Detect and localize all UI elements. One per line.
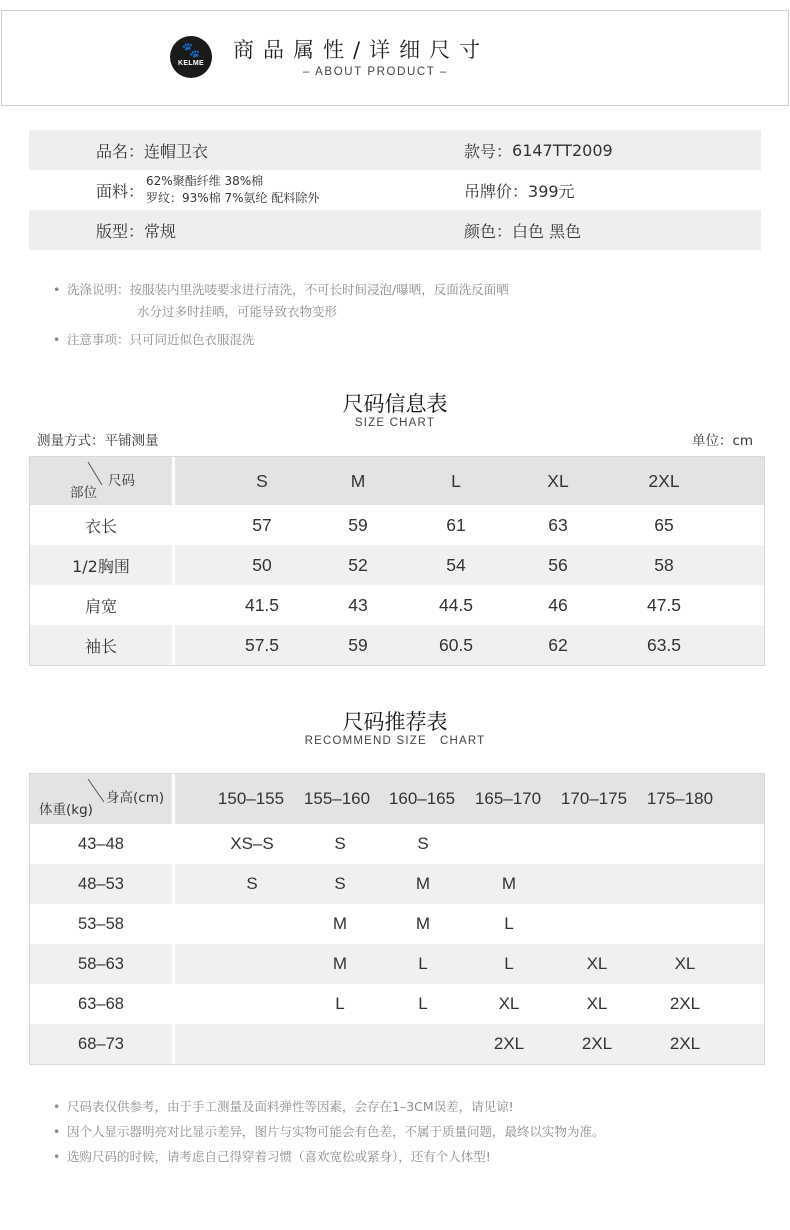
care-warning (53, 329, 255, 351)
product-name (96, 130, 208, 170)
row-label: 袖长 (30, 625, 175, 665)
height-header: 160–165 (388, 789, 456, 808)
disclaimer-text: 选购尺码的时候，请考虑自己得穿着习惯（喜欢宽松或紧身），还有个人体型! (67, 1149, 491, 1164)
table-cell: L (418, 994, 428, 1013)
size-header: S (256, 470, 268, 491)
recommend-chart-title: 尺码推荐表 (342, 710, 448, 734)
corner-column-label: 身高(cm) (106, 790, 165, 806)
header-corner-cell (30, 457, 175, 505)
table-cell: L (418, 954, 428, 973)
style-number (464, 130, 613, 170)
corner-row-label: 部位 (70, 485, 97, 501)
value: 6147TT2009 (512, 140, 613, 160)
table-row (30, 505, 764, 545)
table-cell (209, 904, 295, 944)
table-cell (554, 824, 640, 864)
row-label: 63–68 (30, 984, 175, 1024)
table-cell: L (504, 914, 514, 933)
fabric-line: 62%聚酯纤维 38%棉 (146, 174, 264, 188)
wash-instructions (53, 279, 509, 301)
disclaimer-item (53, 1144, 605, 1169)
table-cell: L (335, 994, 345, 1013)
table-row (30, 864, 764, 904)
label: 面料： (96, 181, 145, 201)
table-cell (554, 864, 640, 904)
table-cell: S (334, 874, 346, 893)
table-row (30, 1024, 764, 1064)
disclaimer-list (53, 1094, 605, 1169)
table-cell (209, 1024, 295, 1064)
height-header: 165–170 (474, 789, 542, 808)
logo-text: KELME (178, 60, 204, 67)
unit-label: 单位：cm (692, 433, 754, 449)
table-cell (209, 944, 295, 984)
recommend-chart-subtitle: RECOMMEND SIZE CHART (304, 735, 486, 747)
page-subtitle: – ABOUT PRODUCT – (303, 66, 449, 78)
attribute-table (29, 130, 761, 250)
table-cell: M (501, 874, 517, 893)
row-label: 53–58 (30, 904, 175, 944)
value: 常规 (144, 221, 177, 241)
bullet-icon: • (53, 1099, 61, 1114)
table-cell: 52 (348, 554, 368, 575)
table-cell: 63.5 (646, 634, 682, 655)
row-label: 68–73 (30, 1024, 175, 1064)
height-header: 150–155 (217, 789, 285, 808)
label: 款号： (464, 141, 513, 161)
table-cell: XS–S (230, 834, 274, 853)
label: 颜色： (464, 221, 513, 241)
attribute-row (29, 130, 761, 170)
diagonal-divider (30, 457, 175, 505)
table-cell: S (417, 834, 429, 853)
corner-column-label: 尺码 (108, 473, 135, 489)
table-row (30, 904, 764, 944)
table-cell: 41.5 (244, 594, 280, 615)
row-label: 1/2胸围 (30, 545, 175, 585)
table-cell: 50 (252, 554, 272, 575)
row-label: 43–48 (30, 824, 175, 864)
table-cell: 2XL (669, 994, 701, 1013)
kelme-logo (170, 36, 212, 78)
table-cell (642, 864, 728, 904)
table-cell (466, 824, 552, 864)
table-cell: XL (586, 954, 608, 973)
header-corner-cell (30, 774, 175, 824)
table-cell: 46 (548, 594, 568, 615)
table-cell: 62 (548, 634, 568, 655)
color (464, 210, 581, 250)
care-notes (53, 279, 509, 323)
table-cell (297, 1024, 383, 1064)
table-cell (209, 984, 295, 1024)
bullet-icon: • (53, 1149, 61, 1164)
fabric-value (146, 173, 319, 207)
corner-row-label: 体重(kg) (39, 802, 93, 818)
disclaimer-item (53, 1094, 605, 1119)
label: 版型： (96, 221, 145, 241)
table-cell (554, 904, 640, 944)
label: 品名： (96, 141, 145, 161)
attribute-row (29, 210, 761, 250)
size-chart-subtitle: SIZE CHART (354, 417, 436, 429)
disclaimer-item (53, 1119, 605, 1144)
table-cell: 2XL (493, 1034, 525, 1053)
fit (96, 210, 176, 250)
table-cell: 57.5 (244, 634, 280, 655)
table-cell: XL (674, 954, 696, 973)
header-corner (30, 457, 175, 505)
table-row (30, 944, 764, 984)
row-label: 衣长 (30, 505, 175, 545)
bullet-icon: • (53, 332, 61, 347)
table-cell (380, 1024, 466, 1064)
value: 399元 (528, 181, 575, 201)
size-header: M (350, 470, 366, 491)
table-cell: 61 (446, 514, 466, 535)
table-row (30, 585, 764, 625)
page-title: 商品属性/详细尺寸 (233, 38, 490, 62)
table-cell: S (334, 834, 346, 853)
table-header-row (30, 774, 764, 824)
size-header: L (451, 470, 461, 491)
table-cell: 44.5 (438, 594, 474, 615)
table-cell: 2XL (669, 1034, 701, 1053)
size-chart-title: 尺码信息表 (342, 392, 448, 416)
table-cell: M (332, 954, 348, 973)
attribute-row (29, 170, 761, 210)
table-cell: 59 (348, 514, 368, 535)
fabric-line: 罗纹：93%棉 7%氨纶 配料除外 (146, 191, 320, 205)
disclaimer-text: 尺码表仅供参考，由于手工测量及面料弹性等因素，会存在1–3CM误差，请见谅! (67, 1099, 514, 1114)
table-row (30, 824, 764, 864)
table-header-row (30, 457, 764, 505)
table-row (30, 984, 764, 1024)
wash-line: 洗涤说明：按服装内里洗唛要求进行清洗，不可长时间浸泡/曝晒，反面洗反面晒 (67, 282, 509, 297)
value: 连帽卫衣 (144, 141, 209, 161)
table-cell: 2XL (581, 1034, 613, 1053)
recommend-chart-table (29, 773, 765, 1065)
header-corner (30, 774, 175, 824)
table-cell: 63 (548, 514, 568, 535)
table-cell: 60.5 (438, 634, 474, 655)
table-cell: XL (586, 994, 608, 1013)
table-cell: M (415, 874, 431, 893)
bullet-icon: • (53, 1124, 61, 1139)
height-header: 170–175 (560, 789, 628, 808)
table-cell: 58 (654, 554, 674, 575)
table-cell: 57 (252, 514, 272, 535)
table-row (30, 545, 764, 585)
value: 白色 黑色 (512, 221, 582, 241)
table-cell: 43 (348, 594, 368, 615)
label: 吊牌价： (464, 181, 529, 201)
fabric (96, 170, 319, 210)
row-label: 58–63 (30, 944, 175, 984)
table-row (30, 625, 764, 665)
table-cell: S (246, 874, 258, 893)
row-label: 48–53 (30, 864, 175, 904)
table-cell (642, 904, 728, 944)
table-cell: 59 (348, 634, 368, 655)
table-cell: L (504, 954, 514, 973)
wash-line: 水分过多时挂晒，可能导致衣物变形 (137, 304, 338, 319)
table-cell: 65 (654, 514, 674, 535)
size-header: 2XL (648, 470, 680, 491)
row-label: 肩宽 (30, 585, 175, 625)
height-header: 155–160 (303, 789, 371, 808)
table-cell: 56 (548, 554, 568, 575)
note-text: 注意事项：只可同近似色衣服混洗 (67, 332, 255, 347)
bullet-icon: • (53, 282, 61, 297)
table-cell: XL (498, 994, 520, 1013)
tag-price (464, 170, 575, 210)
size-header: XL (547, 470, 569, 491)
table-cell (642, 824, 728, 864)
table-cell: 54 (446, 554, 466, 575)
table-cell: M (332, 914, 348, 933)
disclaimer-text: 因个人显示器明亮对比显示差异，图片与实物可能会有色差，不属于质量问题，最终以实物为准。 (67, 1124, 605, 1139)
table-cell: M (415, 914, 431, 933)
table-cell: 47.5 (646, 594, 682, 615)
measure-method: 测量方式：平铺测量 (37, 433, 159, 449)
size-chart-table (29, 456, 765, 666)
paw-icon: 🐾 (181, 41, 201, 59)
height-header: 175–180 (646, 789, 714, 808)
